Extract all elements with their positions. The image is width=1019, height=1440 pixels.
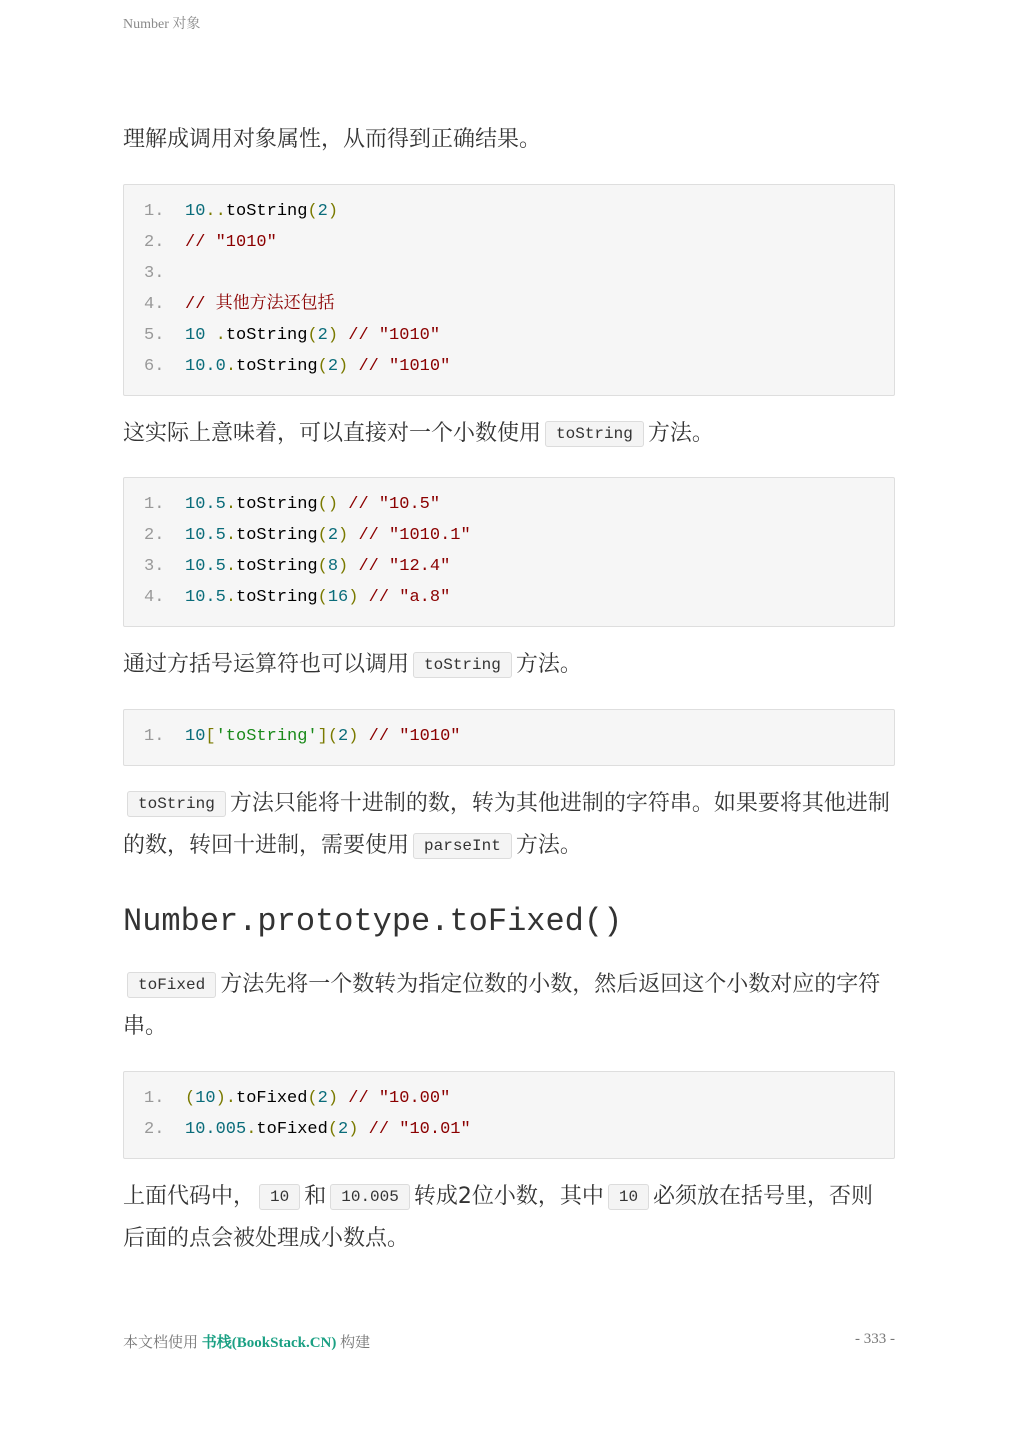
inline-code-10-005: 10.005 (330, 1184, 410, 1210)
code-block-3 (123, 709, 895, 766)
code-line (144, 582, 471, 613)
code-token: 10 (195, 1089, 216, 1108)
code-token: // "10.01" (368, 1120, 471, 1139)
code-token: [ (205, 727, 216, 746)
code-token: . (215, 326, 226, 345)
code-token (338, 326, 348, 345)
paragraph-6-text: 转成2位小数，其中 (413, 1184, 604, 1209)
inline-code-tostring: toString (413, 652, 512, 678)
code-token: 10 (185, 326, 206, 345)
code-token: ( (327, 1120, 339, 1139)
code-line (144, 196, 450, 227)
code-lines (144, 196, 450, 382)
line-number: 6. (144, 357, 165, 376)
code-token: . (225, 557, 237, 576)
code-line (144, 551, 471, 582)
inline-code-10: 10 (259, 1184, 300, 1210)
inline-code-10: 10 (608, 1184, 649, 1210)
code-token (205, 326, 215, 345)
code-token: toString (236, 526, 318, 545)
paragraph-3-text-end: 方法。 (515, 652, 582, 677)
code-token: // "1010" (368, 727, 461, 746)
code-block-1 (123, 184, 895, 396)
code-token: 2 (317, 326, 328, 345)
code-token: ]( (317, 727, 339, 746)
code-token (358, 1120, 368, 1139)
line-number: 4. (144, 295, 165, 314)
code-token: // "10.00" (348, 1089, 451, 1108)
code-token: . (225, 526, 237, 545)
paragraph-6-text: 上面代码中， (123, 1184, 256, 1209)
line-number: 1. (144, 727, 165, 746)
code-token: ) (338, 526, 349, 545)
code-token: . (225, 357, 237, 376)
code-token: // "12.4" (358, 557, 451, 576)
inline-code-tostring: toString (127, 791, 226, 817)
code-token (348, 557, 358, 576)
code-lines (144, 721, 460, 752)
code-token (338, 1089, 348, 1108)
line-number: 5. (144, 326, 165, 345)
code-token: 10.5 (185, 495, 226, 514)
paragraph-2-text: 这实际上意味着，可以直接对一个小数使用 (123, 421, 542, 446)
code-line (144, 721, 460, 752)
paragraph-1: 理解成调用对象属性，从而得到正确结果。 (123, 127, 542, 152)
section-heading: Number.prototype.toFixed() (123, 903, 623, 940)
code-line (144, 489, 471, 520)
code-line (144, 289, 450, 320)
paragraph-3 (123, 644, 895, 686)
paragraph-2-text-end: 方法。 (647, 421, 714, 446)
bookstack-link[interactable]: 书栈(BookStack.CN) (201, 1335, 337, 1351)
code-token: 10.5 (185, 557, 226, 576)
code-token: 10 (185, 202, 206, 221)
inline-code-tofixed: toFixed (127, 972, 216, 998)
code-token: ( (307, 202, 318, 221)
code-token: ) (348, 727, 359, 746)
code-token: ) (327, 326, 339, 345)
code-token: // "1010" (348, 326, 441, 345)
code-token: 10 (185, 727, 206, 746)
code-token: ( (185, 1089, 196, 1108)
code-token (358, 588, 368, 607)
line-number: 2. (144, 526, 165, 545)
code-token: .. (205, 202, 226, 221)
footer-credit (123, 1331, 370, 1352)
code-token: ( (317, 526, 328, 545)
line-number: 2. (144, 233, 165, 252)
code-token: // "1010" (185, 233, 277, 252)
line-number: 3. (144, 264, 165, 283)
code-token: // "10.5" (348, 495, 441, 514)
inline-code-tostring: toString (545, 421, 644, 447)
paragraph-4 (123, 783, 895, 867)
code-token: ). (215, 1089, 237, 1108)
code-token: ) (338, 557, 349, 576)
paragraph-3-text: 通过方括号运算符也可以调用 (123, 652, 410, 677)
code-token: . (225, 495, 237, 514)
code-token: ( (317, 357, 328, 376)
code-token: toString (225, 326, 308, 345)
line-number: 4. (144, 588, 165, 607)
code-token: 'toString' (215, 727, 318, 746)
code-token: ( (317, 588, 328, 607)
code-token: ( (307, 1089, 318, 1108)
code-lines (144, 489, 471, 613)
code-token: toString (236, 557, 318, 576)
code-token: ) (348, 588, 359, 607)
code-token: 2 (317, 202, 328, 221)
paragraph-4-text-end: 方法。 (515, 833, 582, 858)
code-token: () (317, 495, 339, 514)
footer-prefix: 本文档使用 (123, 1335, 199, 1351)
code-token: ) (348, 1120, 359, 1139)
code-token (338, 495, 348, 514)
inline-code-parseint: parseInt (413, 833, 512, 859)
code-line (144, 520, 471, 551)
code-token: ) (338, 357, 349, 376)
code-token: . (246, 1120, 257, 1139)
code-token: 2 (338, 727, 349, 746)
code-token: . (225, 588, 237, 607)
code-token: 10.005 (185, 1120, 247, 1139)
paragraph-5-text: 方法先将一个数转为指定位数的小数，然后返回这个小数对应的字符串。 (123, 972, 881, 1039)
code-token (348, 526, 358, 545)
paragraph-2 (123, 413, 895, 455)
line-number: 3. (144, 557, 165, 576)
line-number: 1. (144, 495, 165, 514)
code-token: toString (225, 202, 308, 221)
code-token: // "a.8" (368, 588, 451, 607)
code-token: 10.0 (185, 357, 226, 376)
code-lines (144, 1083, 471, 1145)
line-number: 1. (144, 202, 165, 221)
paragraph-4-text: 方法只能将十进制的数，转为其他进制的字符串。如果要将其他进制的数，转回十进制，需要使用 (123, 791, 890, 858)
paragraph-6-text: 和 (304, 1184, 327, 1209)
code-token: // "1010.1" (358, 526, 471, 545)
footer-suffix: 构建 (340, 1335, 371, 1351)
code-token: 10.5 (185, 526, 226, 545)
code-token: 8 (327, 557, 339, 576)
line-number: 1. (144, 1089, 165, 1108)
running-header: Number 对象 (123, 17, 201, 32)
code-line (144, 1114, 471, 1145)
code-token: // 其他方法还包括 (185, 295, 335, 314)
code-token: toString (236, 588, 318, 607)
line-number: 2. (144, 1120, 165, 1139)
code-block-2 (123, 477, 895, 627)
code-token: 2 (327, 357, 339, 376)
code-token: ) (327, 1089, 339, 1108)
paragraph-6-text-end: 必须放在括号里，否则后面的点会被处理成小数点。 (123, 1184, 874, 1251)
code-line (144, 320, 450, 351)
code-token: // "1010" (358, 357, 451, 376)
code-token: 2 (327, 526, 339, 545)
code-block-4 (123, 1071, 895, 1159)
code-token: 2 (338, 1120, 349, 1139)
code-token: toString (236, 495, 318, 514)
code-token: toFixed (236, 1089, 308, 1108)
code-line (144, 258, 450, 289)
code-token: ( (317, 557, 328, 576)
paragraph-6 (123, 1176, 895, 1259)
code-token (348, 357, 358, 376)
code-token: toFixed (256, 1120, 328, 1139)
code-token: ) (327, 202, 339, 221)
page-number: - 333 - (855, 1331, 895, 1347)
code-token: ( (307, 326, 318, 345)
code-token: 2 (317, 1089, 328, 1108)
code-token: 16 (327, 588, 349, 607)
code-token (358, 727, 368, 746)
code-line (144, 351, 450, 382)
code-line (144, 1083, 471, 1114)
paragraph-5 (123, 964, 895, 1047)
code-line (144, 227, 450, 258)
code-token: toString (236, 357, 318, 376)
code-token: 10.5 (185, 588, 226, 607)
